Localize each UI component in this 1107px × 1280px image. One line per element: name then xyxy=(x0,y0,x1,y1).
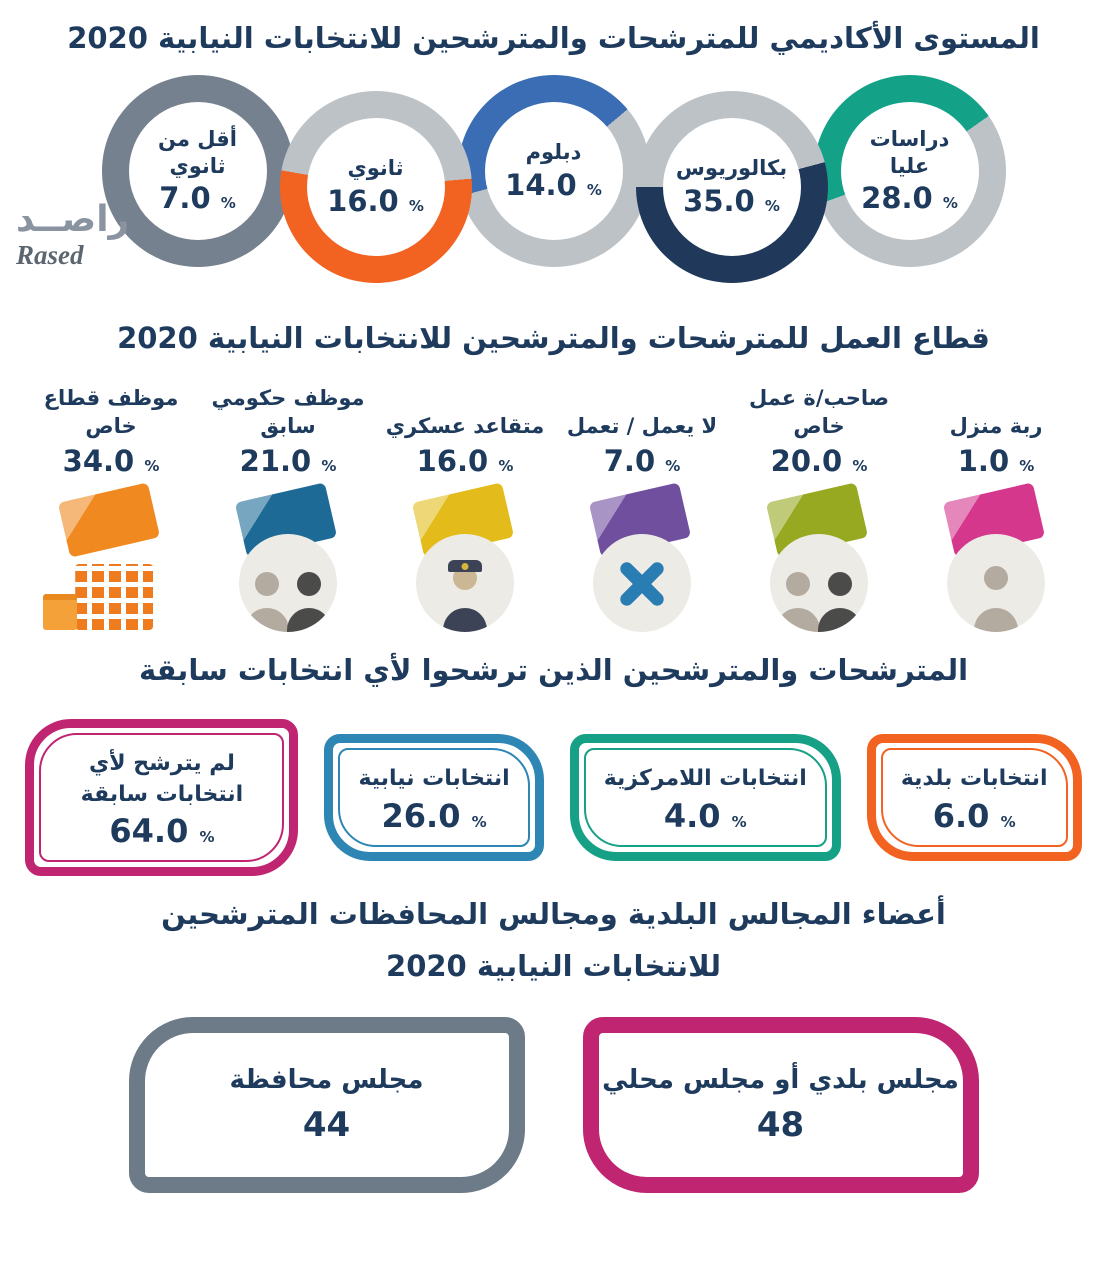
soldier-silhouette-icon xyxy=(443,566,487,632)
box-label: لم يترشح لأي انتخابات سابقة xyxy=(80,750,244,807)
box-label: انتخابات اللامركزية xyxy=(603,766,807,792)
person-circle xyxy=(416,534,514,632)
work-items-row xyxy=(0,370,1107,632)
box-label: مجلس محافظة xyxy=(229,1064,424,1095)
ring-value: 14.0 % xyxy=(505,167,602,202)
councils-title-line2: للانتخابات النيابية 2020 xyxy=(386,948,721,983)
box-value: 6.0 % xyxy=(932,796,1016,835)
box-decentralization-elections xyxy=(570,734,841,861)
ring-value: 16.0 % xyxy=(327,183,424,218)
box-value: 44 xyxy=(302,1104,351,1145)
rased-logo-latin: Rased xyxy=(16,239,84,270)
private-sector-building-icon xyxy=(41,490,181,632)
ring-diploma xyxy=(458,75,650,267)
parcel-box-icon xyxy=(43,594,77,630)
box-label: مجلس بلدي أو مجلس محلي xyxy=(602,1064,959,1095)
woman-silhouette-icon xyxy=(974,566,1018,632)
council-boxes-row xyxy=(0,1017,1107,1193)
woman-silhouette-icon xyxy=(776,572,820,632)
person-circle xyxy=(947,534,1045,632)
section-academic-level xyxy=(0,0,1107,300)
work-title: قطاع العمل للمترشحات والمترشحين للانتخابات النيابية 2020 xyxy=(117,320,990,355)
ring-value: 35.0 % xyxy=(683,183,780,218)
box-value: 4.0 % xyxy=(663,796,747,835)
previous-boxes-row xyxy=(0,719,1107,877)
ring-bachelor xyxy=(636,91,828,283)
box-inner xyxy=(39,733,284,863)
box-label: انتخابات بلدية xyxy=(900,766,1048,792)
work-label: لا يعمل / تعمل xyxy=(566,413,718,438)
work-value: 7.0 % xyxy=(603,444,681,479)
work-label: متقاعد عسكري xyxy=(385,413,545,438)
work-item-private-sector-employee xyxy=(28,370,194,632)
academic-rings-row xyxy=(0,75,1107,300)
work-value: 16.0 % xyxy=(416,444,514,479)
business-owner-icon xyxy=(749,490,889,632)
section-council-members xyxy=(0,876,1107,1193)
ring-inner xyxy=(663,118,801,256)
ring-inner xyxy=(841,102,979,240)
unemployed-x-icon xyxy=(572,490,712,632)
ring-label: دراسات عليا xyxy=(869,127,950,178)
previous-title: المترشحات والمترشحين الذين ترشحوا لأي انتخابات سابقة xyxy=(138,653,969,688)
ring-inner xyxy=(307,118,445,256)
rased-logo xyxy=(16,200,129,271)
man-silhouette-icon xyxy=(818,572,862,632)
ring-inner xyxy=(485,102,623,240)
box-label: انتخابات نيابية xyxy=(358,766,510,792)
woman-silhouette-icon xyxy=(245,572,289,632)
ring-label: ثانوي xyxy=(347,156,404,181)
work-item-former-government-employee xyxy=(205,370,371,632)
rased-logo-arabic: راصــد xyxy=(16,199,130,240)
box-municipal-or-local-council xyxy=(583,1017,979,1193)
x-circle xyxy=(593,534,691,632)
section-work-sector xyxy=(0,300,1107,633)
building-icon xyxy=(75,564,153,630)
military-cap-icon xyxy=(448,560,482,572)
folder-shape xyxy=(58,483,160,558)
ring-label: دبلوم xyxy=(525,140,582,165)
work-label: موظف قطاع خاص xyxy=(43,385,179,438)
section-previous-elections xyxy=(0,632,1107,876)
ring-less-than-secondary xyxy=(102,75,294,267)
x-mark-icon xyxy=(616,558,668,610)
work-value: 21.0 % xyxy=(239,444,337,479)
box-inner xyxy=(881,748,1068,847)
work-item-housewife xyxy=(913,370,1079,632)
work-value: 34.0 % xyxy=(62,444,160,479)
ring-value: 7.0 % xyxy=(159,180,236,215)
box-value: 64.0 % xyxy=(109,812,215,851)
person-circle xyxy=(239,534,337,632)
ring-inner xyxy=(129,102,267,240)
housewife-icon xyxy=(926,490,1066,632)
ring-label: بكالوريوس xyxy=(675,156,788,181)
work-label: ربة منزل xyxy=(949,413,1043,438)
box-governorate-council xyxy=(129,1017,525,1193)
work-label: موظف حكومي سابق xyxy=(211,385,365,438)
academic-title: المستوى الأكاديمي للمترشحات والمترشحين للانتخابات النيابية 2020 xyxy=(67,21,1040,55)
councils-title-line1: أعضاء المجالس البلدية ومجالس المحافظات المترشحين xyxy=(161,897,946,932)
box-parliamentary-elections xyxy=(324,734,543,861)
ring-secondary xyxy=(280,91,472,283)
work-label: صاحب/ة عمل خاص xyxy=(748,385,890,438)
box-inner xyxy=(338,748,529,847)
government-employee-icon xyxy=(218,490,358,632)
work-item-unemployed xyxy=(559,370,725,632)
box-inner xyxy=(584,748,827,847)
ring-value: 28.0 % xyxy=(861,180,958,215)
work-item-military-retiree xyxy=(382,370,548,632)
work-value: 20.0 % xyxy=(770,444,868,479)
work-item-business-owner xyxy=(736,370,902,632)
box-value: 48 xyxy=(756,1104,805,1145)
military-retiree-icon xyxy=(395,490,535,632)
ring-graduate-studies xyxy=(814,75,1006,267)
person-circle xyxy=(770,534,868,632)
box-municipal-elections xyxy=(867,734,1082,861)
ring-label: أقل من ثانوي xyxy=(158,127,237,178)
work-value: 1.0 % xyxy=(957,444,1035,479)
box-never-ran-before xyxy=(25,719,298,877)
box-value: 26.0 % xyxy=(381,796,487,835)
person-silhouette-icon xyxy=(287,572,331,632)
